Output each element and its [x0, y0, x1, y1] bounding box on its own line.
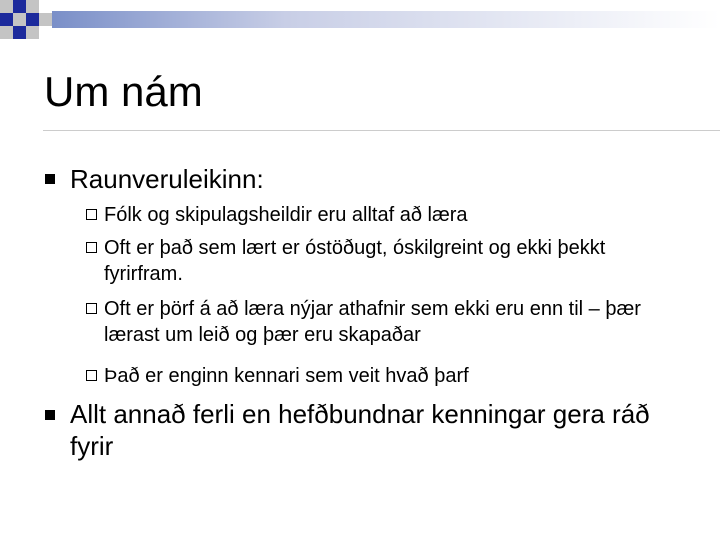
header-decoration [0, 0, 720, 50]
deco-square [13, 13, 26, 26]
checkbox-bullet-icon [86, 209, 97, 220]
bullet-square-icon [45, 410, 55, 420]
slide-title: Um nám [44, 68, 203, 115]
sub-bullet-text: Það er enginn kennari sem veit hvað þarf [104, 365, 469, 387]
bullet-square-icon [45, 174, 55, 184]
sub-bullet-text: Fólk og skipulagsheildir eru alltaf að læra [104, 204, 468, 226]
deco-square [0, 26, 13, 39]
deco-square [26, 26, 39, 39]
deco-square [0, 13, 13, 26]
checkbox-bullet-icon [86, 370, 97, 381]
gradient-bar [52, 11, 720, 28]
deco-square [26, 13, 39, 26]
deco-square [39, 13, 52, 26]
sub-bullet-text: Oft er þörf á að læra nýjar athafnir sem ekki eru enn til – þær lærast um leið og þær eru skapaðar [104, 298, 641, 346]
sub-bullet-text: Oft er það sem lært er óstöðugt, óskilgreint og ekki þekkt fyrirfram. [104, 237, 606, 285]
title-divider [43, 130, 720, 131]
checkbox-bullet-icon [86, 303, 97, 314]
deco-square [0, 0, 13, 13]
checkbox-bullet-icon [86, 242, 97, 253]
deco-square [13, 26, 26, 39]
bullet-text: Allt annað ferli en hefðbundnar kenningar gera ráð fyrir [70, 399, 650, 461]
deco-square [13, 0, 26, 13]
deco-square [26, 0, 39, 13]
bullet-text: Raunveruleikinn: [70, 164, 264, 194]
